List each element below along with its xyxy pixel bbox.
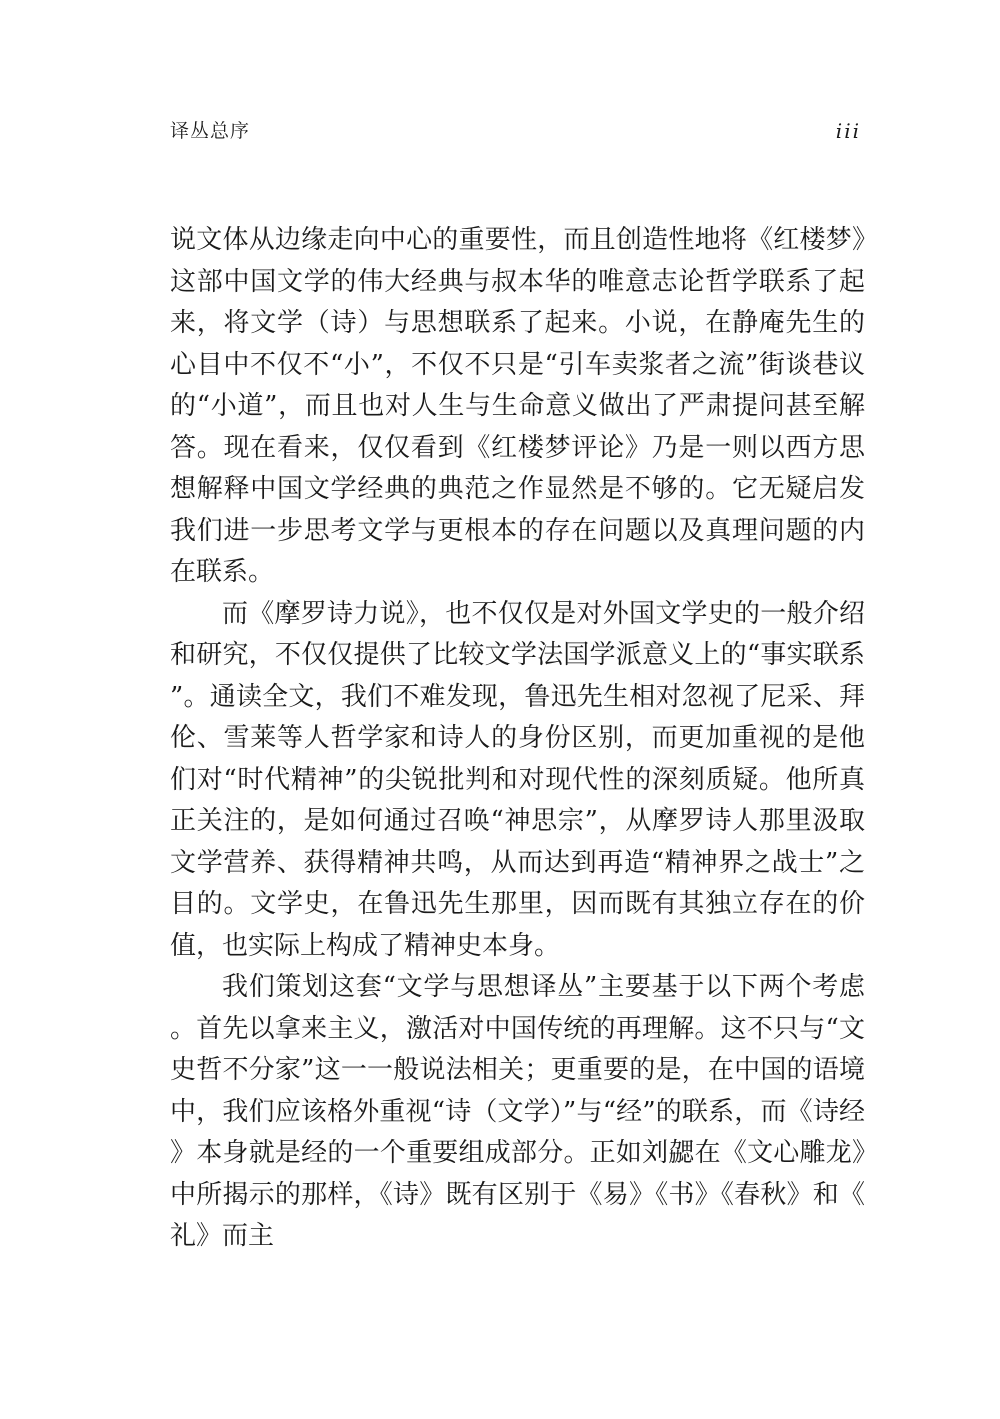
paragraph-continued: 说文体从边缘走向中心的重要性，而且创造性地将《红楼梦》这部中国文学的伟大经典与叔本华的唯意志论哲学联系了起来，将文学（诗）与思想联系了起来。小说，在静庵先生的心目中不仅不“小”，不仅不只是“引车卖浆者之流”街谈巷议的“小道”，而且也对人生与生命意义做出了严肃提问甚至解答。现在看来，仅仅看到《红楼梦评论》乃是一则以西方思想解释中国文学经典的典范之作显然是不够的。它无疑启发我们进一步思考文学与更根本的存在问题以及真理问题的内在联系。: [170, 225, 865, 587]
paragraph: 我们策划这套“文学与思想译丛”主要基于以下两个考虑。首先以拿来主义，激活对中国传统的再理解。这不只与“文史哲不分家”这一一般说法相关；更重要的是，在中国的语境中，我们应该格外重视“诗（文学）”与“经”的联系，而《诗经》本身就是经的一个重要组成部分。正如刘勰在《文心雕龙》中所揭示的那样，《诗》既有区别于《易》《书》《春秋》和《礼》而主: [170, 972, 865, 1251]
running-header: [170, 116, 865, 150]
paragraph: 而《摩罗诗力说》，也不仅仅是对外国文学史的一般介绍和研究，不仅仅提供了比较文学法国学派意义上的“事实联系”。通读全文，我们不难发现，鲁迅先生相对忽视了尼采、拜伦、雪莱等人哲学家和诗人的身份区别，而更加重视的是他们对“时代精神”的尖锐批判和对现代性的深刻质疑。他所真正关注的，是如何通过召唤“神思宗”，从摩罗诗人那里汲取文学营养、获得精神共鸣，从而达到再造“精神界之战士”之目的。文学史，在鲁迅先生那里，因而既有其独立存在的价值，也实际上构成了精神史本身。: [170, 598, 865, 961]
body-text: [170, 220, 865, 1258]
header-title: 译丛总序: [170, 120, 251, 142]
page-number: iii: [835, 119, 861, 143]
